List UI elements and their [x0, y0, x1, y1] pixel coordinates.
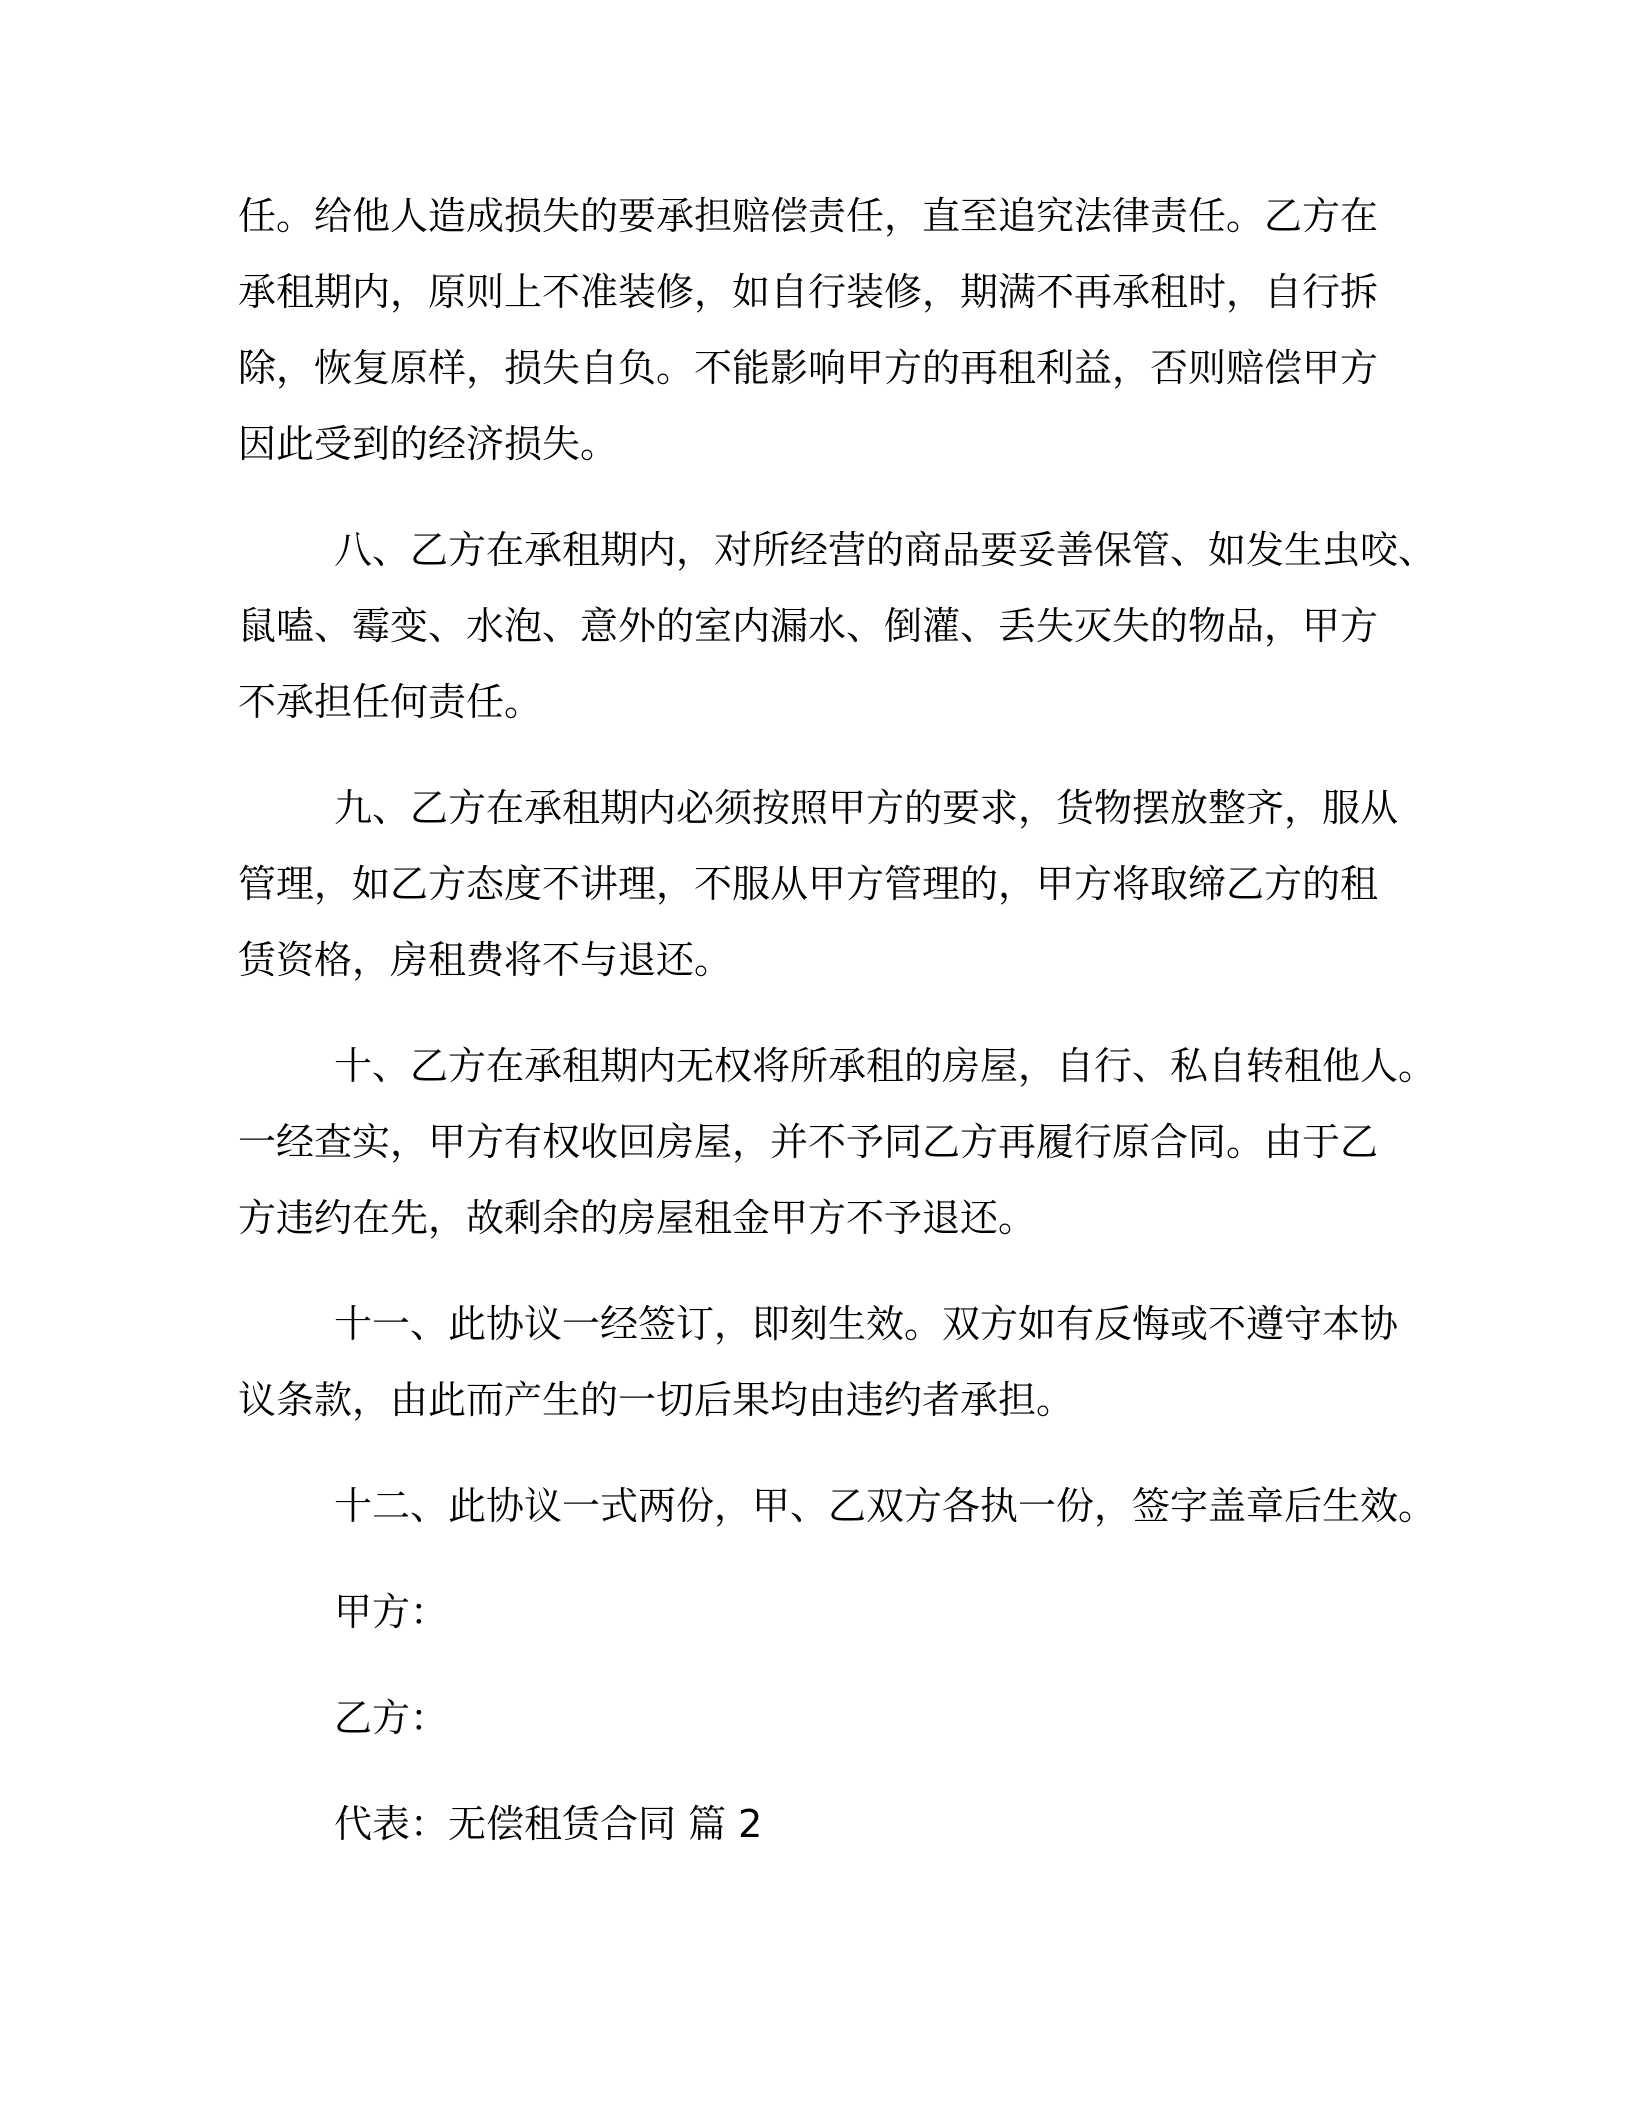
- clause-8-line: 八、乙方在承租期内，对所经营的商品要妥善保管、如发生虫咬、: [334, 528, 1437, 572]
- clause-10-line: 方违约在先，故剩余的房屋租金甲方不予退还。: [238, 1196, 1037, 1240]
- clause-8-line: 鼠嗑、霉变、水泡、意外的室内漏水、倒灌、丢失灭失的物品，甲方: [238, 604, 1379, 648]
- clause-11-line: 十一、此协议一经签订，即刻生效。双方如有反悔或不遵守本协: [334, 1302, 1399, 1346]
- clause-9-line: 赁资格，房租费将不与退还。: [238, 938, 733, 982]
- text-line: 任。给他人造成损失的要承担赔偿责任，直至追究法律责任。乙方在: [238, 194, 1379, 238]
- clause-12-line: 十二、此协议一式两份，甲、乙双方各执一份，签字盖章后生效。: [334, 1484, 1437, 1528]
- clause-8-line: 不承担任何责任。: [238, 680, 543, 724]
- party-a-label: 甲方：: [334, 1590, 449, 1634]
- text-line: 承租期内，原则上不准装修，如自行装修，期满不再承租时，自行拆: [238, 270, 1379, 314]
- party-b-label: 乙方：: [334, 1696, 449, 1740]
- clause-11-line: 议条款，由此而产生的一切后果均由违约者承担。: [238, 1378, 1075, 1422]
- text-line: 除，恢复原样，损失自负。不能影响甲方的再租利益，否则赔偿甲方: [238, 346, 1379, 390]
- clause-10-line: 一经查实，甲方有权收回房屋，并不予同乙方再履行原合同。由于乙: [238, 1120, 1379, 1164]
- clause-10-line: 十、乙方在承租期内无权将所承租的房屋，自行、私自转租他人。: [334, 1044, 1437, 1088]
- representative-label: 代表：无偿租赁合同 篇 2: [334, 1802, 763, 1846]
- text-line: 因此受到的经济损失。: [238, 422, 619, 466]
- clause-9-line: 九、乙方在承租期内必须按照甲方的要求，货物摆放整齐，服从: [334, 786, 1399, 830]
- clause-9-line: 管理，如乙方态度不讲理，不服从甲方管理的，甲方将取缔乙方的租: [238, 862, 1379, 906]
